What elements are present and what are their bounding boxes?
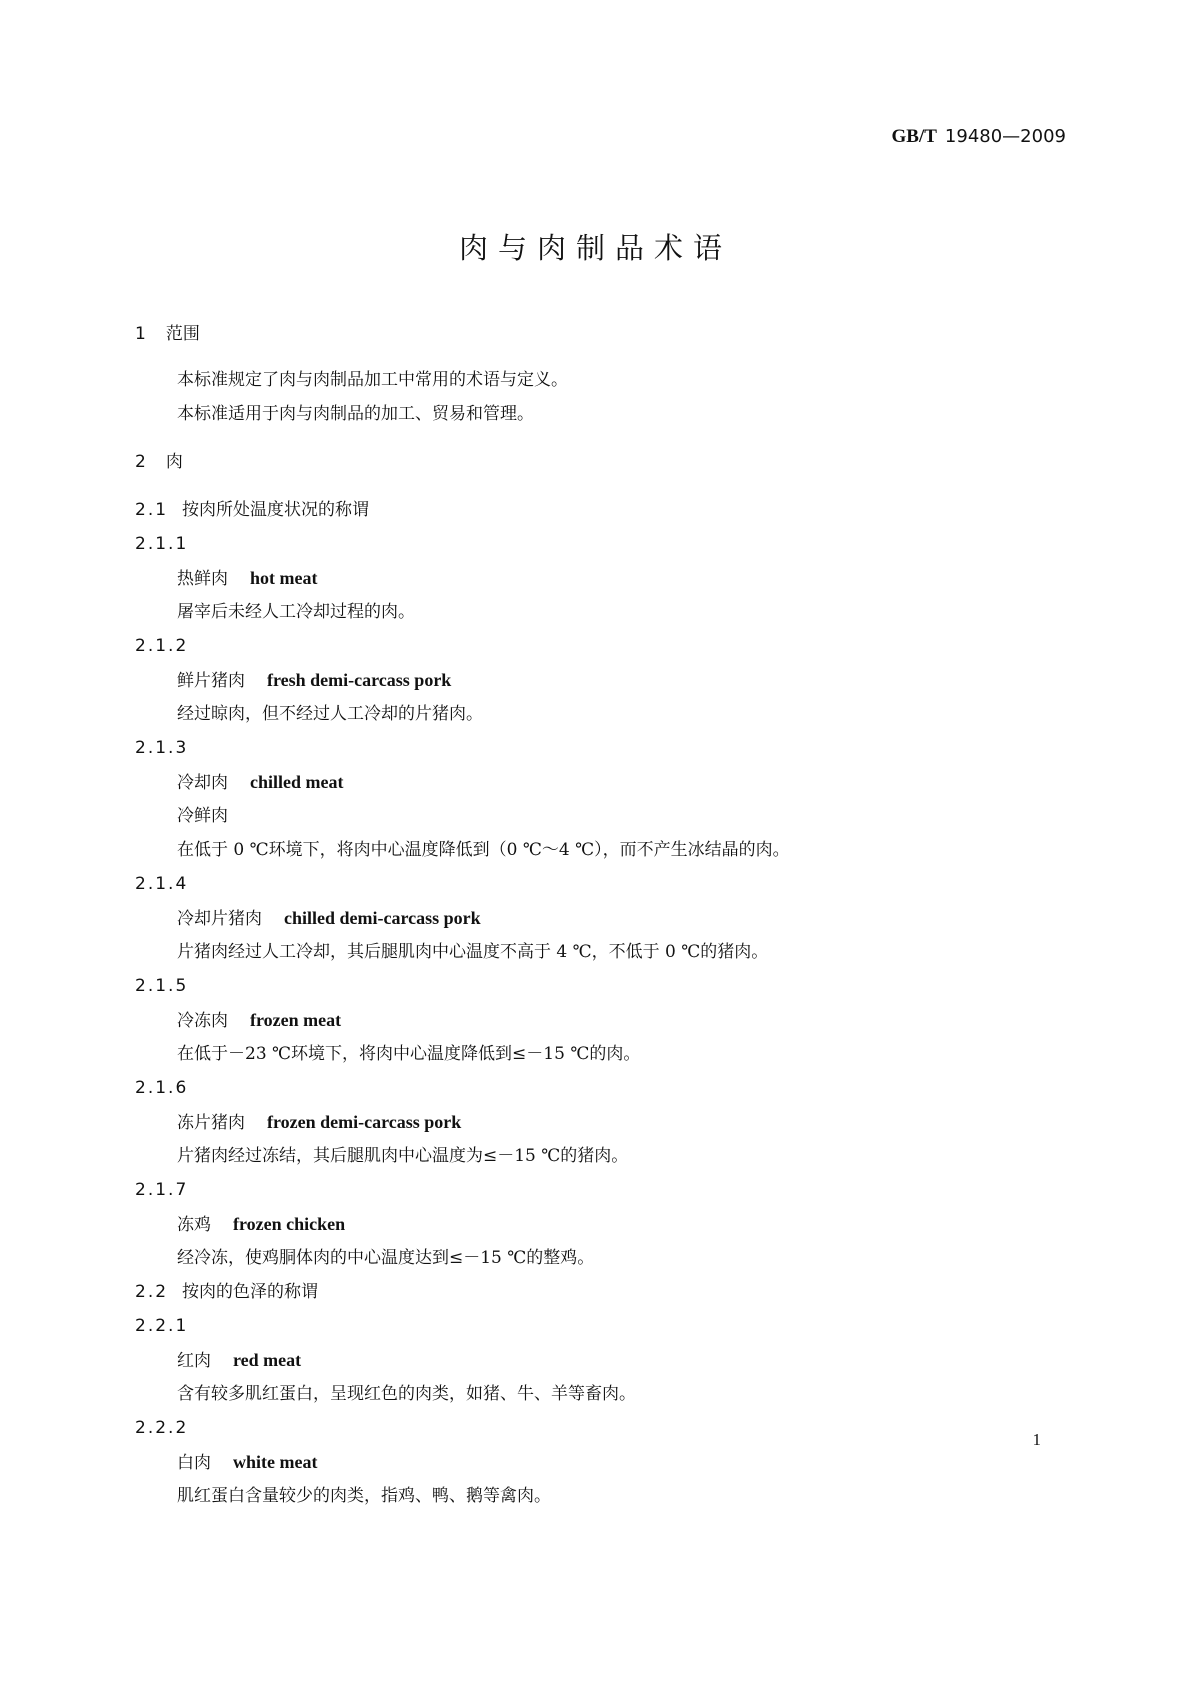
term-en: chilled meat bbox=[250, 772, 344, 792]
clause-number: 2.1.6 bbox=[135, 1078, 189, 1098]
term-zh: 冷冻肉 bbox=[177, 1011, 228, 1031]
document-body bbox=[135, 317, 1065, 1513]
clause-number: 2.1.3 bbox=[135, 738, 189, 758]
section-number: 1 bbox=[135, 324, 146, 344]
subsection-title: 按肉所处温度状况的称谓 bbox=[182, 500, 370, 520]
term-zh: 红肉 bbox=[177, 1351, 211, 1371]
clause-number: 2.1.4 bbox=[135, 874, 189, 894]
term-entry bbox=[135, 561, 1065, 595]
term-definition: 片猪肉经过人工冷却，其后腿肌肉中心温度不高于 4 ℃，不低于 0 ℃的猪肉。 bbox=[177, 942, 769, 962]
clause-number: 2.1.5 bbox=[135, 976, 189, 996]
clause-number: 2.2.1 bbox=[135, 1316, 189, 1336]
term-definition: 经冷冻，使鸡胴体肉的中心温度达到≤－15 ℃的整鸡。 bbox=[177, 1248, 595, 1268]
term-definition: 在低于－23 ℃环境下，将肉中心温度降低到≤－15 ℃的肉。 bbox=[177, 1044, 641, 1064]
term-en: frozen demi-carcass pork bbox=[267, 1112, 462, 1132]
term-en: red meat bbox=[233, 1350, 302, 1370]
term-definition: 片猪肉经过冻结，其后腿肌肉中心温度为≤－15 ℃的猪肉。 bbox=[177, 1146, 629, 1166]
term-zh: 冷却片猪肉 bbox=[177, 909, 262, 929]
paragraph: 本标准规定了肉与肉制品加工中常用的术语与定义。 bbox=[177, 370, 568, 390]
paragraph: 本标准适用于肉与肉制品的加工、贸易和管理。 bbox=[177, 404, 534, 424]
standard-prefix: GB/T bbox=[891, 126, 937, 147]
subsection-heading-temperature bbox=[135, 493, 1065, 527]
term-definition: 含有较多肌红蛋白，呈现红色的肉类，如猪、牛、羊等畜肉。 bbox=[177, 1384, 636, 1404]
term-definition: 经过晾肉，但不经过人工冷却的片猪肉。 bbox=[177, 704, 483, 724]
document-title: 肉与肉制品术语 bbox=[458, 231, 732, 265]
section-number: 2 bbox=[135, 452, 146, 472]
term-en: hot meat bbox=[250, 568, 318, 588]
subsection-number: 2.2 bbox=[135, 1282, 169, 1302]
term-entry bbox=[135, 1343, 1065, 1377]
term-en: frozen meat bbox=[250, 1010, 342, 1030]
clause-number: 2.1.7 bbox=[135, 1180, 189, 1200]
term-entry bbox=[135, 901, 1065, 935]
term-definition: 屠宰后未经人工冷却过程的肉。 bbox=[177, 602, 415, 622]
term-definition: 肌红蛋白含量较少的肉类，指鸡、鸭、鹅等禽肉。 bbox=[177, 1486, 551, 1506]
section-heading-scope bbox=[135, 317, 1065, 351]
standard-number: 19480—2009 bbox=[944, 126, 1066, 147]
term-en: fresh demi-carcass pork bbox=[267, 670, 452, 690]
term-zh: 鲜片猪肉 bbox=[177, 671, 245, 691]
term-entry bbox=[135, 663, 1065, 697]
term-zh: 热鲜肉 bbox=[177, 569, 228, 589]
clause-number: 2.2.2 bbox=[135, 1418, 189, 1438]
term-en: chilled demi-carcass pork bbox=[284, 908, 481, 928]
term-zh: 冷却肉 bbox=[177, 773, 228, 793]
term-entry bbox=[135, 1003, 1065, 1037]
term-en: frozen chicken bbox=[233, 1214, 346, 1234]
clause-number: 2.1.2 bbox=[135, 636, 189, 656]
term-entry bbox=[135, 1445, 1065, 1479]
subsection-heading-color bbox=[135, 1275, 1065, 1309]
subsection-number: 2.1 bbox=[135, 500, 169, 520]
section-heading-meat bbox=[135, 445, 1065, 479]
term-entry bbox=[135, 765, 1065, 799]
page-number: 1 bbox=[1032, 1430, 1041, 1449]
term-synonym: 冷鲜肉 bbox=[177, 806, 228, 826]
term-entry bbox=[135, 1207, 1065, 1241]
term-entry bbox=[135, 1105, 1065, 1139]
term-zh: 白肉 bbox=[177, 1453, 211, 1473]
term-zh: 冻片猪肉 bbox=[177, 1113, 245, 1133]
section-title: 肉 bbox=[165, 452, 183, 472]
standard-code bbox=[892, 126, 1066, 148]
clause-number: 2.1.1 bbox=[135, 534, 189, 554]
section-title: 范围 bbox=[165, 324, 200, 344]
term-en: white meat bbox=[233, 1452, 318, 1472]
term-definition: 在低于 0 ℃环境下，将肉中心温度降低到（0 ℃～4 ℃），而不产生冰结晶的肉。 bbox=[177, 840, 790, 860]
subsection-title: 按肉的色泽的称谓 bbox=[182, 1282, 319, 1302]
term-zh: 冻鸡 bbox=[177, 1215, 211, 1235]
